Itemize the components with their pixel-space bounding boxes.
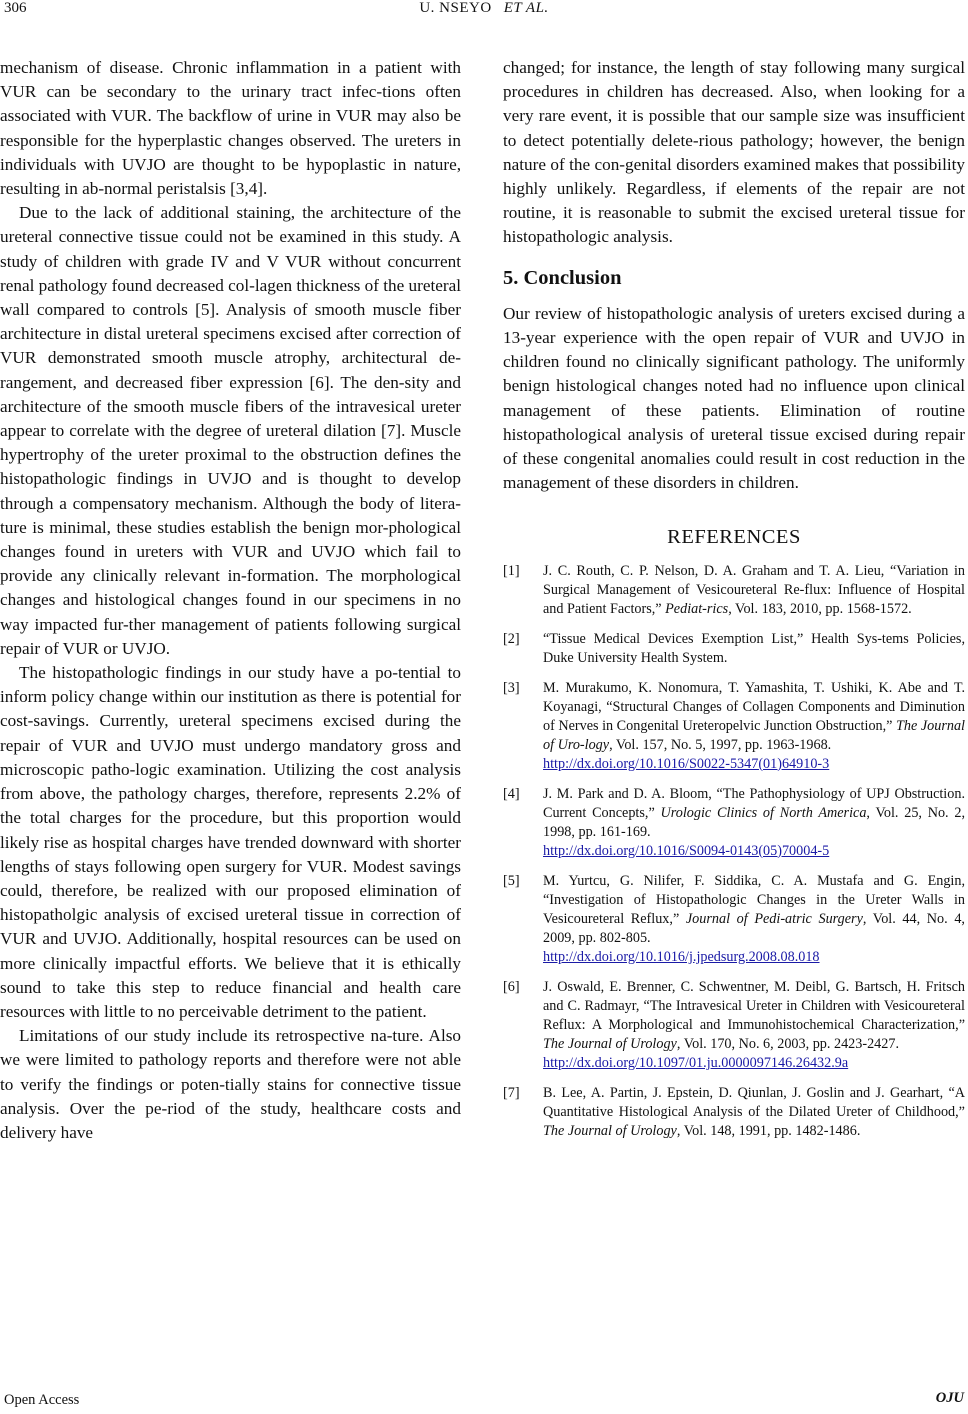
body-paragraph: The histopathologic findings in our study have a po-tential to inform policy change within our institution as there is potential for cost-savings. Currently, ureteral specimens excised during the repair of VUR and UVJO must undergo mandatory gross and microscopic patho-logic examination. Utilizing the cost analysis from above, the pathology charges, therefore, represents 2.2% of the total charges for the procedure, but this proportion would likely rise as hospital charges have trended downward with shorter lengths of stays following open surgery for VUR. Modest savings could, therefore, be realized with our proposed elimination of histopatholgic analysis of excised ureteral tissue in correction of VUR and UVJO. Additionally, hospital resources can be used on more clinically impactful efforts. We believe that it is ethically sound to take this step to reduce financial and health care resources with little to no perceivable detriment to the patient. xyxy=(0,663,461,1021)
footer-open-access: Open Access xyxy=(4,1392,80,1408)
reference-number: [2] xyxy=(503,630,520,647)
reference-citation: M. Yurtcu, G. Nilifer, F. Siddika, C. A. Mustafa and G. Engin, “Investigation of Histopathologic Changes in the Ureter Walls in Vesicoureteral Reflux,” xyxy=(543,872,965,927)
footer-journal-abbrev: OJU xyxy=(935,1390,964,1406)
reference-item xyxy=(503,630,965,668)
page-number: 306 xyxy=(4,0,27,16)
reference-journal: The Journal of Urology xyxy=(543,1122,677,1139)
reference-text xyxy=(543,872,965,967)
reference-citation: J. M. Park and D. A. Bloom, “The Pathophysiology of UPJ Obstruction. Current Concepts,” xyxy=(543,785,965,821)
reference-number: [7] xyxy=(503,1084,520,1101)
references-heading: REFERENCES xyxy=(667,526,801,549)
reference-journal: Pediat-rics xyxy=(665,600,729,617)
reference-journal: The Journal of Urology xyxy=(543,1035,677,1052)
body-paragraph: Limitations of our study include its retrospective na-ture. Also we were limited to pathology reports and therefore were not able to verify the findings or poten-tially stains for connective tissue analysis. Over the pe-riod of the study, healthcare costs and delivery have xyxy=(0,1026,461,1142)
reference-text xyxy=(543,562,965,619)
reference-text xyxy=(543,978,965,1073)
reference-doi-link[interactable]: http://dx.doi.org/10.1016/j.jpedsurg.2008.08.018 xyxy=(543,948,820,965)
conclusion-heading: 5. Conclusion xyxy=(503,266,622,289)
reference-number: [5] xyxy=(503,872,520,889)
reference-details: , Vol. 183, 2010, pp. 1568-1572. xyxy=(728,600,912,617)
reference-number: [1] xyxy=(503,562,520,579)
reference-doi-link[interactable]: http://dx.doi.org/10.1097/01.ju.0000097146.26432.9a xyxy=(543,1054,849,1071)
reference-details: , Vol. 25, No. 2, 1998, pp. 161-169. xyxy=(543,804,966,840)
reference-list xyxy=(503,562,965,1141)
reference-item xyxy=(503,562,965,619)
reference-text xyxy=(543,785,965,861)
right-column xyxy=(503,56,965,1152)
reference-item xyxy=(503,872,965,967)
reference-item xyxy=(503,679,965,774)
running-head-authors: U. NSEYO xyxy=(419,0,492,16)
running-head xyxy=(0,0,968,17)
reference-details: , Vol. 148, 1991, pp. 1482-1486. xyxy=(676,1122,861,1139)
reference-item xyxy=(503,785,965,861)
reference-citation: B. Lee, A. Partin, J. Epstein, D. Qiunlan, J. Goslin and J. Gearhart, “A Quantitative Histological Analysis of the Dilated Ureter of Childhood,” xyxy=(543,1084,965,1120)
reference-details: , Vol. 170, No. 6, 2003, pp. 2423-2427. xyxy=(676,1035,900,1052)
conclusion-paragraph: Our review of histopathologic analysis of ureters excised during a 13-year experience with the open repair of VUR and UVJO in children found no clinically significant pathology. The uniformly benign histological changes noted had no influence upon clinical management of these patients. Elimination of routine histopathological analysis of ureteral tissue excised during repair of these congenital anomalies could result in cost reduction in the management of these disorders in children. xyxy=(503,303,965,493)
reference-text xyxy=(543,630,965,668)
reference-text xyxy=(543,679,965,774)
reference-journal: The Journal of Uro-logy xyxy=(543,717,965,753)
body-paragraph: mechanism of disease. Chronic inflammation in a patient with VUR can be secondary to the urinary tract infec-tions often associated with VUR. The backflow of urine in VUR may also be responsible for the hyperplastic changes observed. The ureters in individuals with UVJO are thought to be hypoplastic in nature, resulting in ab-normal peristalsis [3,4]. xyxy=(0,58,461,199)
running-head-et-al: ET AL. xyxy=(503,0,549,16)
reference-text xyxy=(543,1084,965,1141)
reference-item xyxy=(503,1084,965,1141)
left-column xyxy=(0,56,461,1145)
reference-citation: J. Oswald, E. Brenner, C. Schwentner, M. Deibl, G. Bartsch, H. Fritsch and C. Radmayr, “The Intravesical Ureter in Children with Vesicoureteral Reflux: A Morphological and Immunohistochemical Characterization,” xyxy=(543,978,965,1033)
body-paragraph: Due to the lack of additional staining, the architecture of the ureteral connective tissue could not be examined in this study. A study of children with grade IV and V VUR without concurrent renal pathology found decreased col-lagen thickness of the ureteral wall compared to controls [5]. Analysis of smooth muscle fiber architecture in distal ureteral specimens excised after correction of VUR demonstrated smooth muscle atrophy, architectural de-rangement, and decreased fiber expression [6]. The den-sity and architecture of the smooth muscle fibers of the intravesical ureter appear to correlate with the degree of ureteral dilation [7]. Muscle hypertrophy of the ureter proximal to the obstruction defines the histopathologic findings in UVJO and is thought to develop through a compensatory mechanism. Although the body of litera-ture is minimal, these studies establish the benign mor-phological changes found in ureters with VUR and UVJO which fail to provide any clinically relevant in-formation. The morphological changes and histological changes found in our specimens in no way impacted fur-ther management of patients following surgical repair of VUR or UVJO. xyxy=(0,203,462,658)
reference-number: [4] xyxy=(503,785,520,802)
reference-details: , Vol. 157, No. 5, 1997, pp. 1963-1968. xyxy=(609,736,832,753)
reference-journal: Urologic Clinics of North America xyxy=(660,804,867,821)
reference-citation: “Tissue Medical Devices Exemption List,” Health Sys-tems Policies, Duke University Health System. xyxy=(543,630,965,666)
reference-item xyxy=(503,978,965,1073)
body-paragraph: changed; for instance, the length of stay following many surgical procedures in children has decreased. Also, when looking for a very rare event, it is possible that our sample size was insufficient to detect potentially delete-rious pathology; however, the benign nature of the con-genital disorders examined makes that possibility highly unlikely. Regardless, if elements of the repair are not routine, it is reasonable to submit the excised ureteral tissue for histopathologic analysis. xyxy=(503,58,965,247)
reference-number: [3] xyxy=(503,679,520,696)
reference-doi-link[interactable]: http://dx.doi.org/10.1016/S0022-5347(01)64910-3 xyxy=(543,755,830,772)
reference-journal: Journal of Pedi-atric Surgery xyxy=(685,910,863,927)
reference-details: , Vol. 44, No. 4, 2009, pp. 802-805. xyxy=(543,910,965,946)
reference-doi-link[interactable]: http://dx.doi.org/10.1016/S0094-0143(05)70004-5 xyxy=(543,842,830,859)
reference-citation: M. Murakumo, K. Nonomura, T. Yamashita, T. Ushiki, K. Abe and T. Koyanagi, “Structural Changes of Collagen Components and Diminution of Nerves in Congenital Ureteropelvic Junction Obstruction,” xyxy=(543,679,965,734)
reference-citation: J. C. Routh, C. P. Nelson, D. A. Graham and T. A. Lieu, “Variation in Surgical Management of Vesicoureteral Re-flux: Influence of Hospital and Patient Factors,” xyxy=(543,562,965,617)
reference-number: [6] xyxy=(503,978,520,995)
